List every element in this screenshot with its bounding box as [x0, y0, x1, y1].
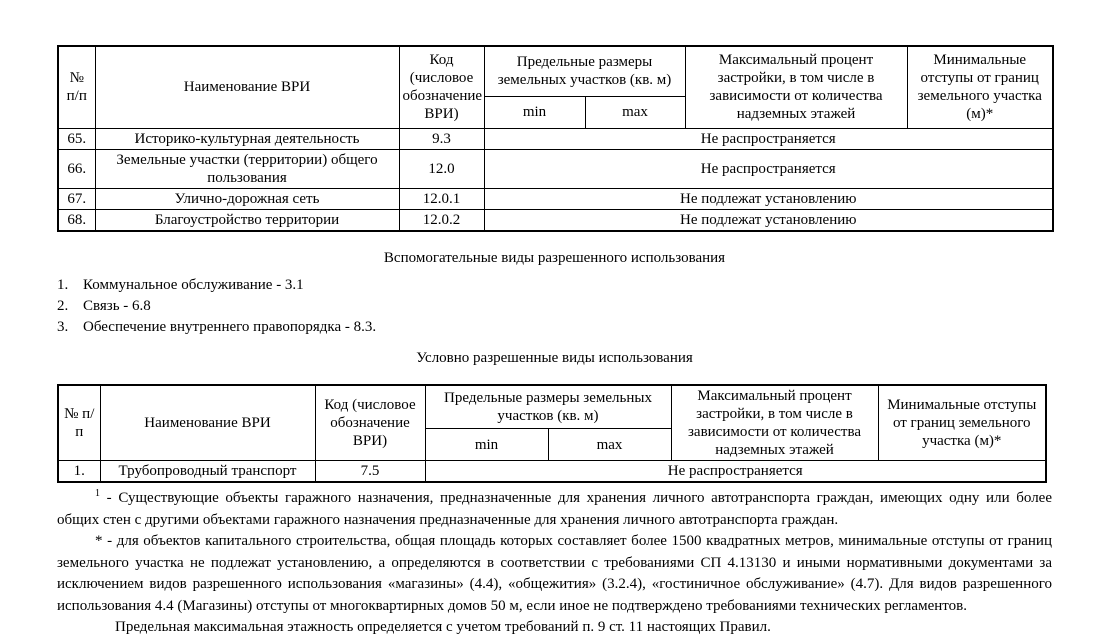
vri-name: Историко-культурная деятельность [95, 128, 399, 149]
vri-code: 12.0 [399, 149, 484, 188]
list-item-number: 1. [57, 276, 69, 293]
vri-name: Трубопроводный транспорт [100, 461, 315, 483]
list-item-text: Коммунальное обслуживание - 3.1 [83, 276, 304, 293]
vri-code: 7.5 [315, 461, 425, 483]
header-num: № п/п [58, 46, 95, 128]
footnote-garage [57, 488, 1052, 531]
vri-name: Земельные участки (территории) общего пользования [95, 149, 399, 188]
footnote-superscript: 1 [95, 488, 100, 499]
footnote-max-floors: Предельная максимальная этажность определяется с учетом требований п. 9 ст. 11 настоящих Правил. [115, 619, 771, 635]
row-number: 67. [58, 188, 95, 209]
header-min: min [484, 96, 585, 128]
list-item-text: Связь - 6.8 [83, 297, 151, 314]
header-percent: Максимальный процент застройки, в том числе в зависимости от количества надземных этажей [685, 46, 907, 128]
footnote-setbacks: * - для объектов капитального строительства, общая площадь которых составляет более 1500 квадратных метров, минимальные отступы от границ земельного участка не подлежат установлению, а определяются в соответствии с требованиями СП 4.13130 и иными нормативными документами за исключением видов разрешенного использования «магазины» (4.4), «общежития» (3.2.4), «гостиничное обслуживание» (4.7). Для видов разрешенного использования 4.4 (Магазины) отступы от многоквартирных домов 50 м, если иное не подтверждено требованиями технических регламентов. [57, 533, 1052, 614]
vri-name: Благоустройство территории [95, 209, 399, 231]
table-header-row [58, 46, 1053, 96]
table-header-row [58, 385, 1046, 429]
header-limits: Предельные размеры земельных участков (кв. м) [484, 46, 685, 96]
table-row [58, 461, 1046, 483]
header-max: max [585, 96, 685, 128]
list-item-text: Обеспечение внутреннего правопорядка - 8.3. [83, 318, 377, 335]
conditional-uses-heading: Условно разрешенные виды использования [416, 349, 693, 366]
row-number: 1. [58, 461, 100, 483]
list-item [57, 296, 1052, 317]
header-limits: Предельные размеры земельных участков (кв. м) [425, 385, 671, 429]
row-number: 65. [58, 128, 95, 149]
footnotes [57, 488, 1052, 639]
header-name: Наименование ВРИ [100, 385, 315, 461]
list-item-number: 2. [57, 297, 69, 314]
row-status: Не распространяется [484, 128, 1053, 149]
table-row [58, 188, 1053, 209]
row-number: 66. [58, 149, 95, 188]
vri-code: 9.3 [399, 128, 484, 149]
vri-name: Улично-дорожная сеть [95, 188, 399, 209]
table-row [58, 149, 1053, 188]
row-number: 68. [58, 209, 95, 231]
row-status: Не подлежат установлению [484, 209, 1053, 231]
header-percent: Максимальный процент застройки, в том числе в зависимости от количества надземных этажей [671, 385, 878, 461]
vri-code: 12.0.1 [399, 188, 484, 209]
header-code: Код (числовое обозначение ВРИ) [315, 385, 425, 461]
main-vri-table [57, 45, 1054, 232]
auxiliary-uses-list [57, 275, 1052, 338]
auxiliary-uses-heading: Вспомогательные виды разрешенного использования [383, 249, 726, 266]
list-item [57, 275, 1052, 296]
conditional-vri-table [57, 384, 1047, 484]
header-setback: Минимальные отступы от границ земельного участка (м)* [907, 46, 1053, 128]
list-item [57, 317, 1052, 338]
footnote-text: - Существующие объекты гаражного назначения, предназначенные для хранения личного автотранспорта граждан, имеющих одну или более общих стен с другими объектами гаражного назначения предназначенные для хранения личного автотранспорта граждан. [57, 490, 1052, 528]
table-row [58, 209, 1053, 231]
header-setback: Минимальные отступы от границ земельного участка (м)* [878, 385, 1046, 461]
header-num: № п/п [58, 385, 100, 461]
list-item-number: 3. [57, 318, 69, 335]
row-status: Не распространяется [484, 149, 1053, 188]
table-row [58, 128, 1053, 149]
row-status: Не распространяется [425, 461, 1046, 483]
header-name: Наименование ВРИ [95, 46, 399, 128]
vri-code: 12.0.2 [399, 209, 484, 231]
header-min: min [425, 429, 548, 461]
header-max: max [548, 429, 671, 461]
row-status: Не подлежат установлению [484, 188, 1053, 209]
header-code: Код (числовое обозначение ВРИ) [399, 46, 484, 128]
